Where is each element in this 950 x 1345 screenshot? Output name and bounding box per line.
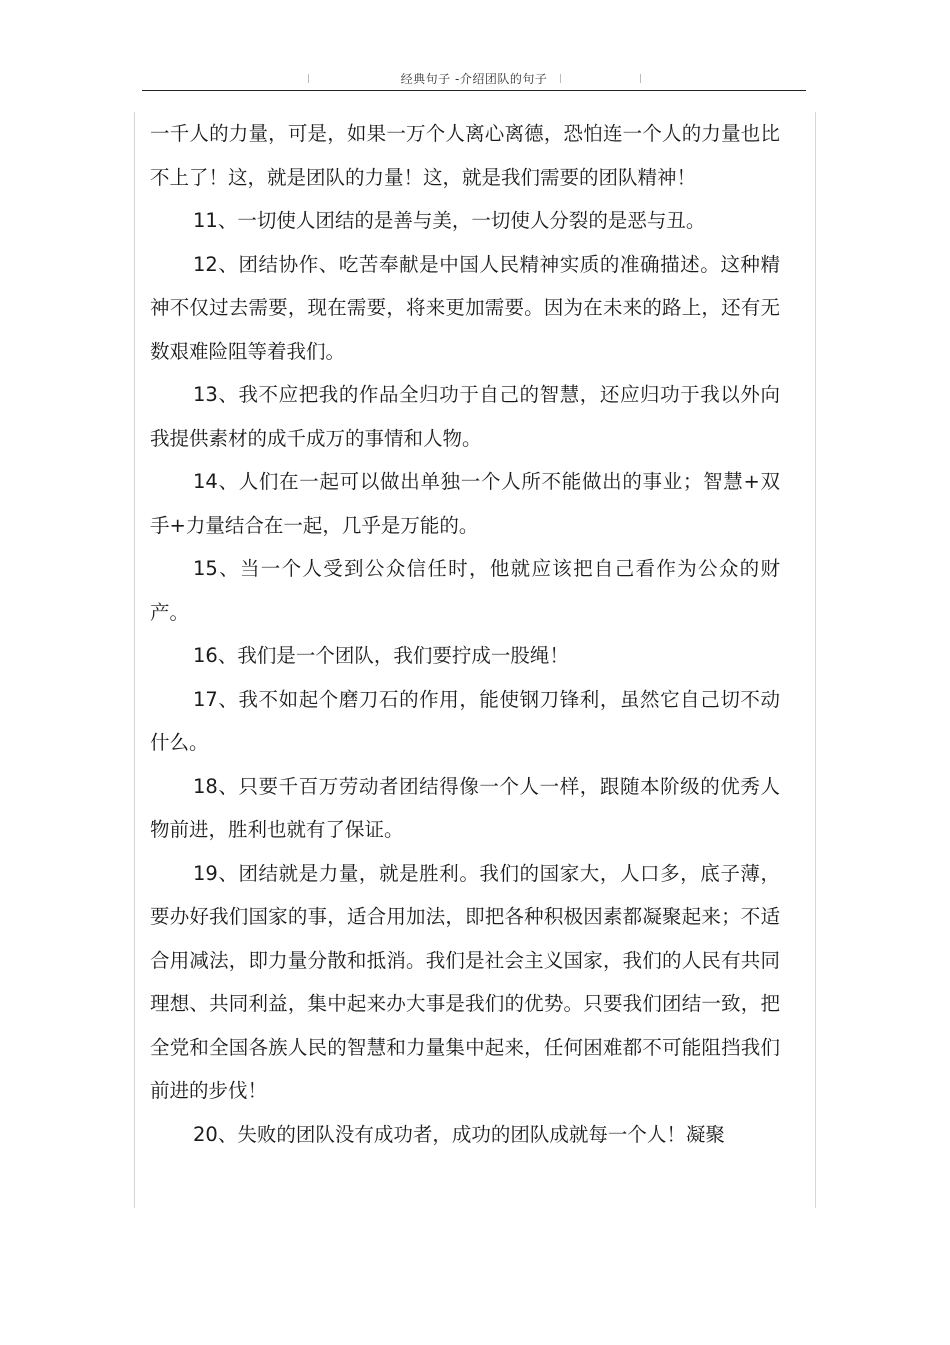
paragraph-20: 20、失败的团队没有成功者，成功的团队成就每一个人！凝聚 [193, 1122, 725, 1146]
right-margin-line [815, 112, 816, 1208]
page-header [142, 64, 806, 91]
header-tick-right [640, 74, 641, 83]
paragraph-17: 17、我不如起个磨刀石的作用，能使钢刀锋利，虽然它自己切不动什么。 [150, 687, 780, 754]
paragraph-16: 16、我们是一个团队，我们要拧成一股绳！ [193, 644, 569, 667]
paragraph-14: 14、人们在一起可以做出单独一个人所不能做出的事业；智慧+双手+力量结合在一起，几乎是万能的。 [150, 470, 780, 537]
left-margin-line [134, 112, 135, 1208]
header-title: 经典句子 -介绍团队的句子 [400, 72, 548, 86]
header-tick-mid [560, 74, 561, 83]
paragraph-12: 12、团结协作、吃苦奉献是中国人民精神实质的准确描述。这种精神不仅过去需要，现在需要，将来更加需要。因为在未来的路上，还有无数艰难险阻等着我们。 [150, 252, 780, 363]
paragraph-11: 11、一切使人团结的是善与美，一切使人分裂的是恶与丑。 [193, 209, 706, 232]
paragraph-continued: 一千人的力量，可是，如果一万个人离心离德，恐怕连一个人的力量也比不上了！这，就是团队的力量！这，就是我们需要的团队精神！ [150, 122, 780, 189]
document-body [150, 112, 780, 1156]
paragraph-15: 15、当一个人受到公众信任时，他就应该把自己看作为公众的财产。 [150, 557, 780, 624]
paragraph-19: 19、团结就是力量，就是胜利。我们的国家大，人口多，底子薄，要办好我们国家的事，适合用加法，即把各种积极因素都凝聚起来；不适合用减法，即力量分散和抵消。我们是社会主义国家，我们的人民有共同理想、共同利益，集中起来办大事是我们的优势。只要我们团结一致，把全党和全国各族人民的智慧和力量集中起来，任何困难都不可能阻挡我们前进的步伐！ [150, 861, 780, 1102]
paragraph-18: 18、只要千百万劳动者团结得像一个人一样，跟随本阶级的优秀人物前进，胜利也就有了保证。 [150, 774, 780, 841]
paragraph-13: 13、我不应把我的作品全归功于自己的智慧，还应归功于我以外向我提供素材的成千成万的事情和人物。 [150, 383, 780, 450]
